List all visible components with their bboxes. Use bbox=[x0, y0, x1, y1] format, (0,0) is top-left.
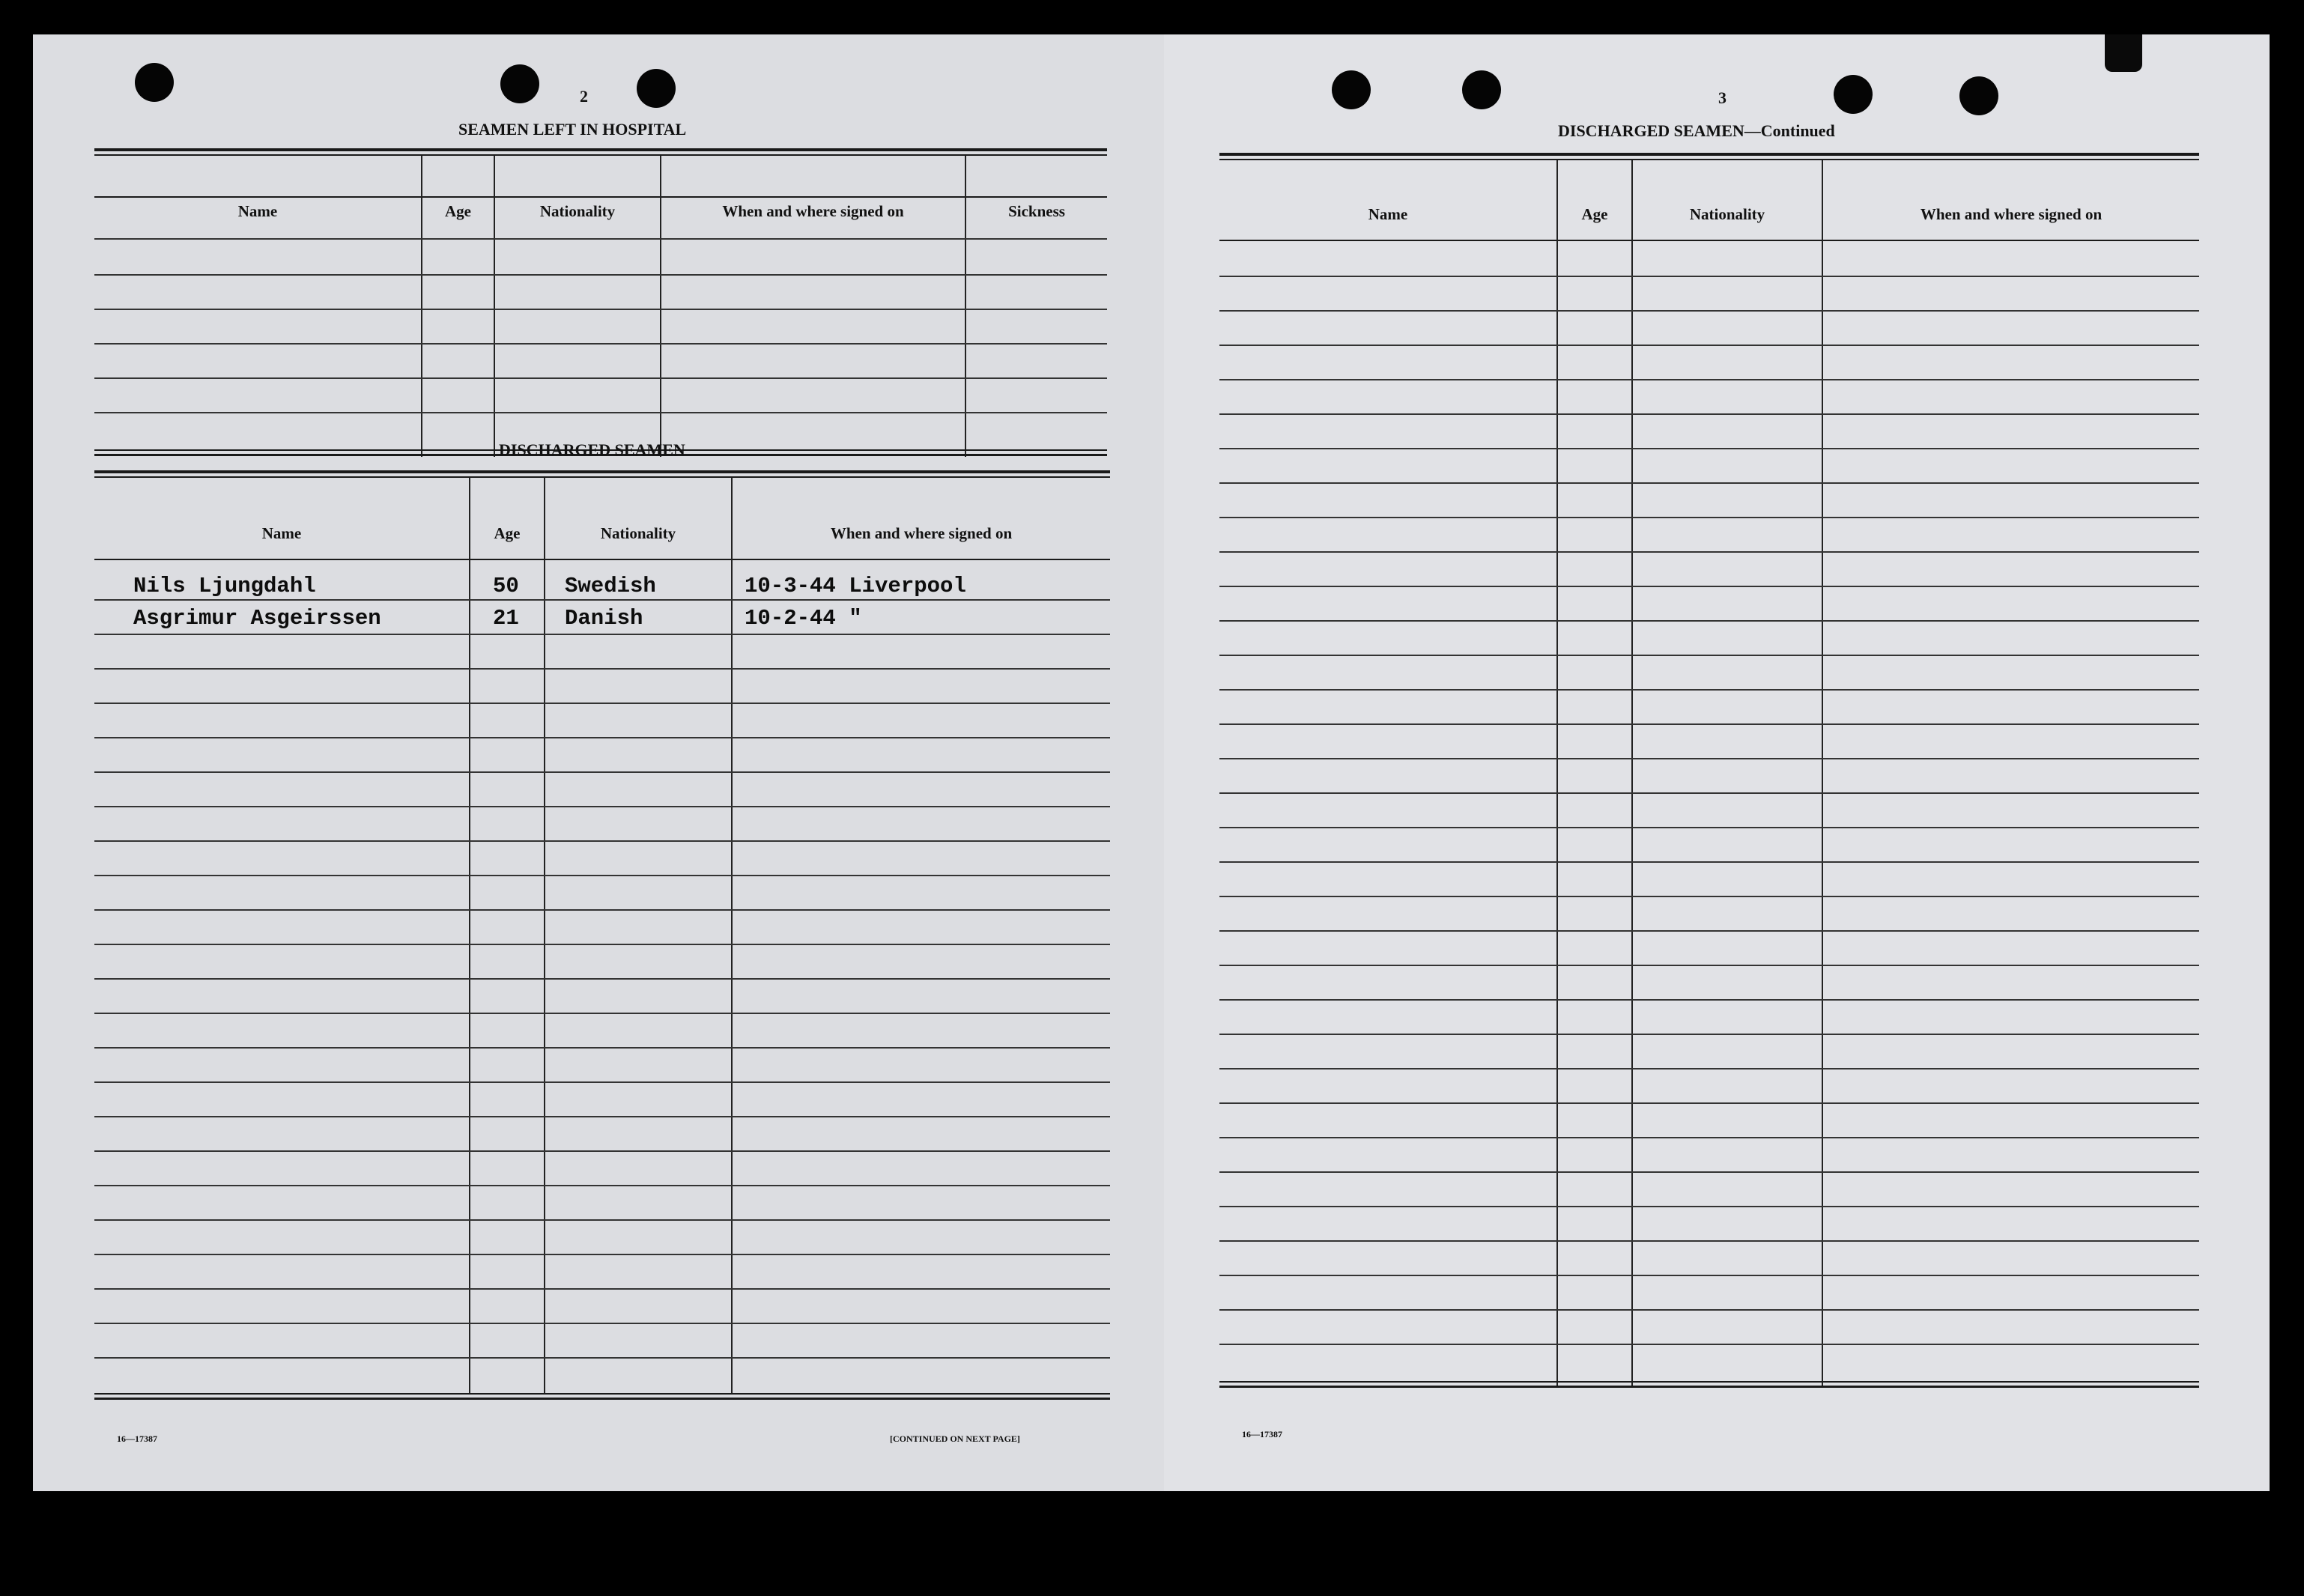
discharged-continued-table bbox=[1219, 153, 2199, 1419]
col-header-age: Age bbox=[445, 202, 471, 220]
form-number: 16—17387 bbox=[117, 1433, 157, 1444]
col-header-signed-on: When and where signed on bbox=[1920, 205, 2103, 223]
right-page bbox=[1164, 34, 2270, 1491]
col-header-nationality: Nationality bbox=[539, 202, 616, 220]
punch-hole bbox=[1959, 76, 1998, 115]
col-header-signed-on: When and where signed on bbox=[722, 202, 904, 220]
col-header-nationality: Nationality bbox=[1689, 205, 1765, 223]
col-header-name: Name bbox=[237, 202, 278, 220]
punch-hole bbox=[1332, 70, 1371, 109]
col-header-name: Name bbox=[261, 524, 302, 542]
discharged-section-title: DISCHARGED SEAMEN bbox=[499, 440, 685, 459]
left-page bbox=[33, 34, 1164, 1491]
seaman-nationality: Swedish bbox=[565, 574, 656, 598]
seaman-signed-on: 10-3-44 Liverpool bbox=[745, 574, 966, 598]
hospital-table bbox=[94, 148, 1107, 455]
page-number: 3 bbox=[1718, 88, 1727, 107]
page-number: 2 bbox=[580, 87, 588, 106]
hospital-section-title: SEAMEN LEFT IN HOSPITAL bbox=[458, 120, 687, 139]
punch-hole bbox=[135, 63, 174, 102]
col-header-age: Age bbox=[1581, 205, 1608, 223]
col-header-sickness: Sickness bbox=[1008, 202, 1065, 220]
col-header-nationality: Nationality bbox=[600, 524, 676, 542]
punch-hole bbox=[1462, 70, 1501, 109]
seaman-age: 50 bbox=[493, 574, 519, 598]
punch-hole bbox=[500, 64, 539, 103]
punch-hole bbox=[1834, 75, 1873, 114]
col-header-signed-on: When and where signed on bbox=[830, 524, 1013, 542]
seaman-nationality: Danish bbox=[565, 606, 643, 631]
torn-corner bbox=[2105, 34, 2142, 72]
seaman-signed-on: 10-2-44 " bbox=[745, 606, 862, 631]
seaman-name: Asgrimur Asgeirssen bbox=[133, 606, 381, 631]
col-header-age: Age bbox=[494, 524, 521, 542]
seaman-age: 21 bbox=[493, 606, 519, 631]
col-header-name: Name bbox=[1368, 205, 1408, 223]
punch-hole bbox=[637, 69, 676, 108]
discharged-continued-title: DISCHARGED SEAMEN—Continued bbox=[1558, 121, 1835, 140]
form-number: 16—17387 bbox=[1242, 1429, 1282, 1439]
discharged-table bbox=[94, 470, 1110, 1429]
continued-note: [CONTINUED ON NEXT PAGE] bbox=[890, 1433, 1020, 1444]
seaman-name: Nils Ljungdahl bbox=[133, 574, 316, 598]
